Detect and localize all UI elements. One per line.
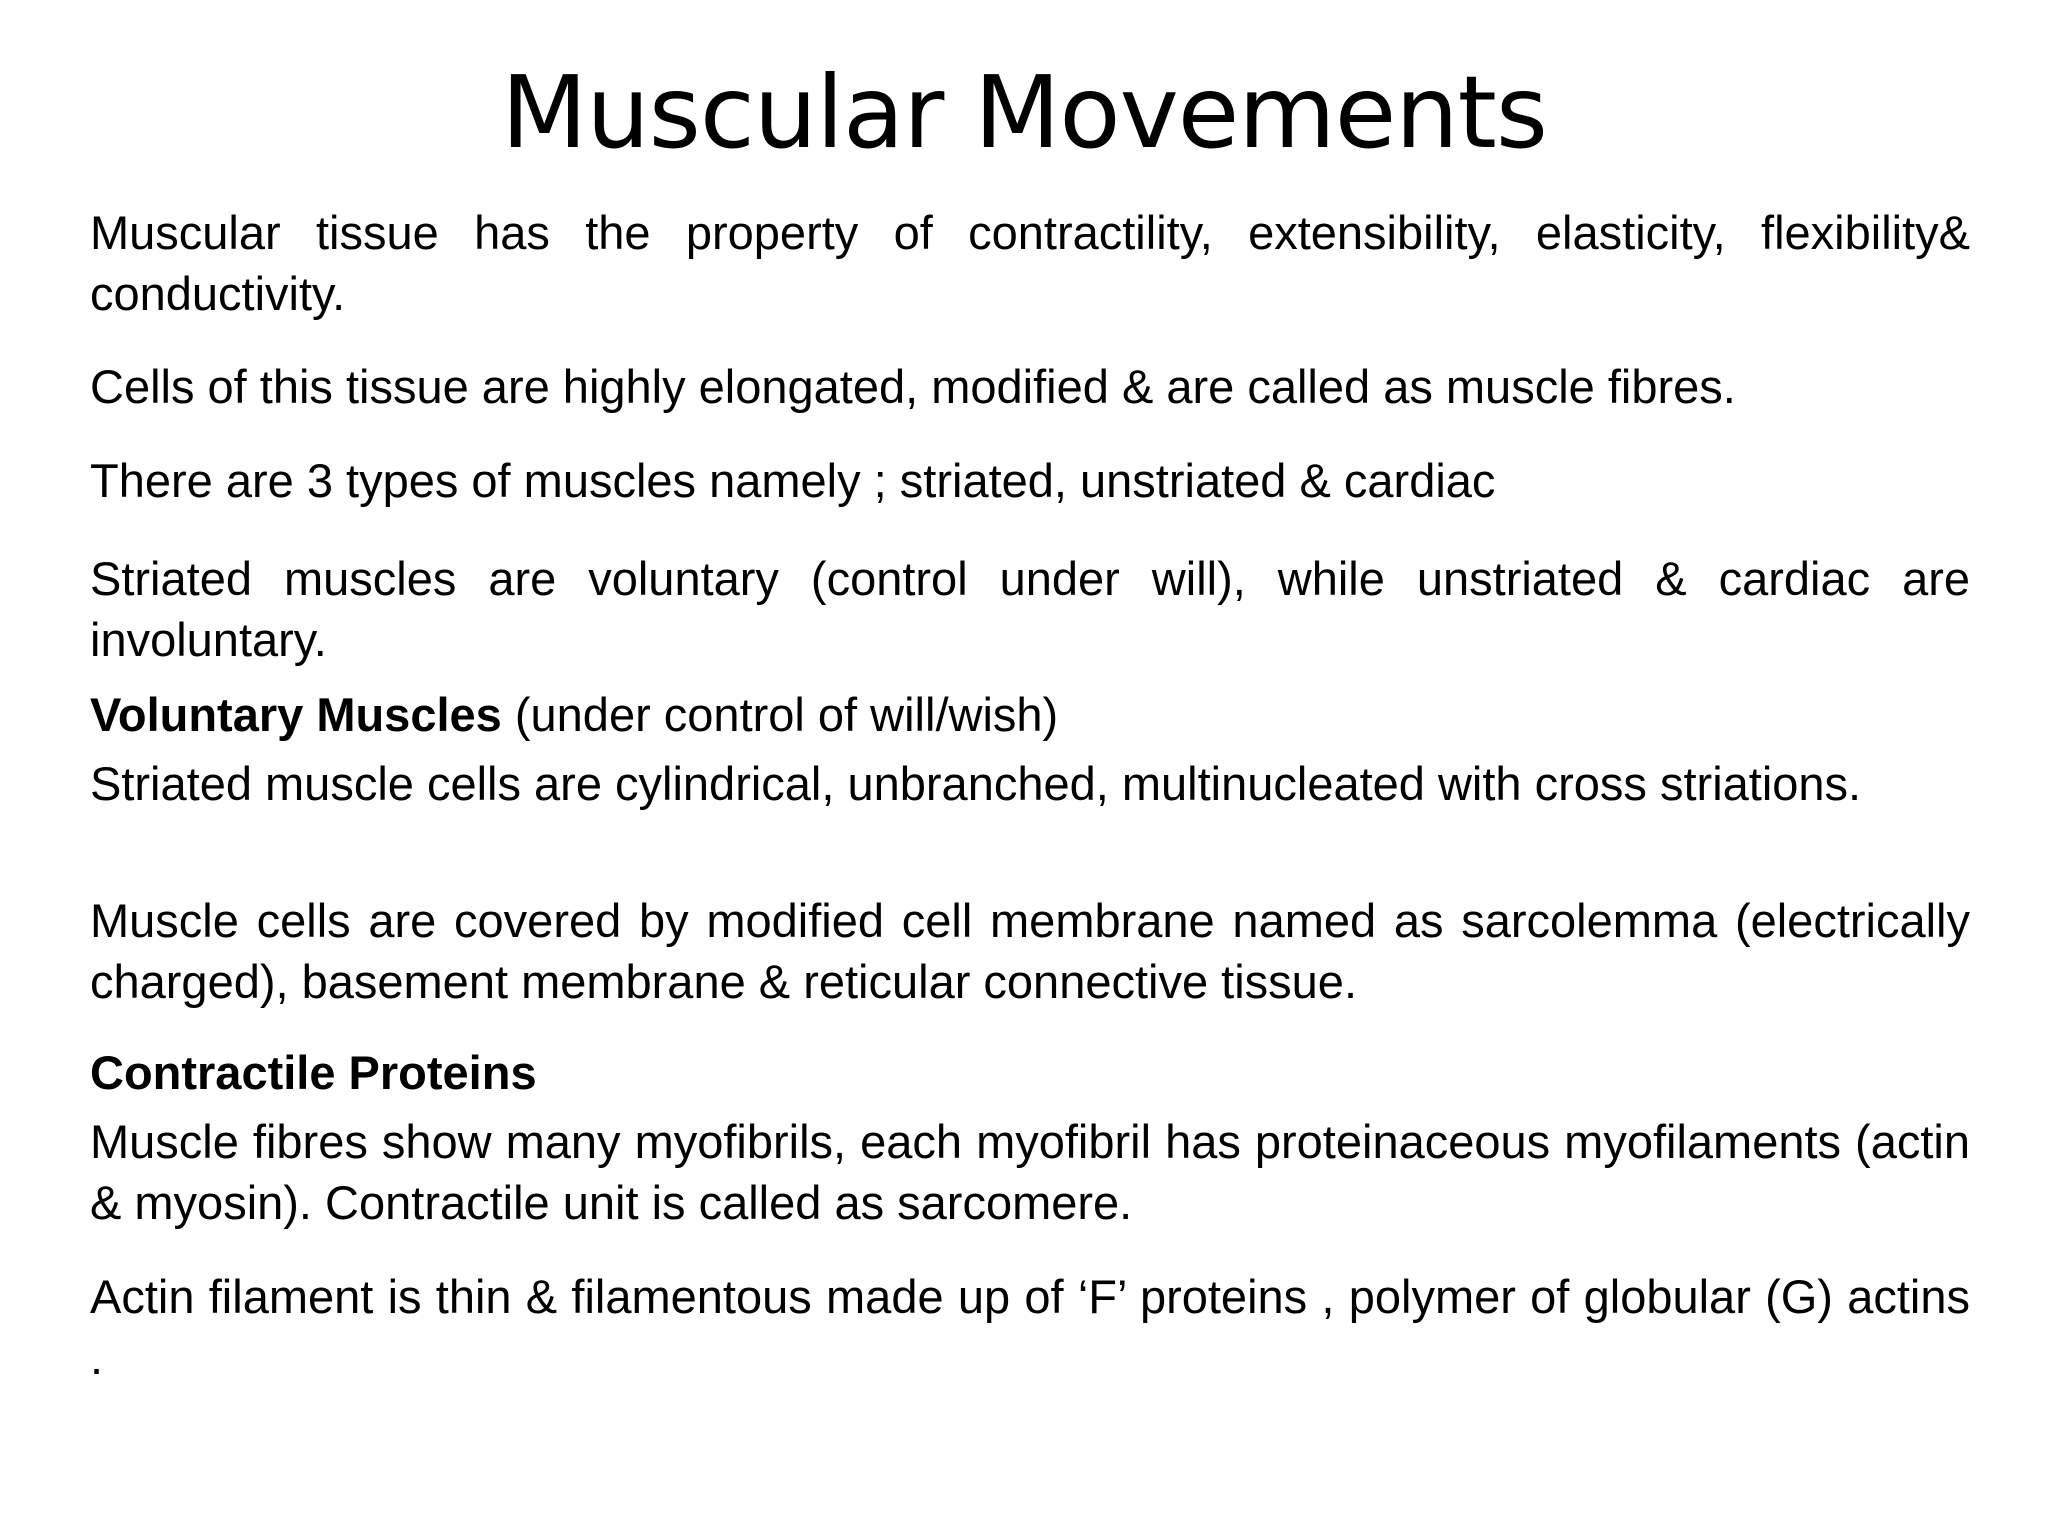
voluntary-muscles-heading [90, 684, 1970, 745]
contractile-proteins-heading: Contractile Proteins [90, 1046, 537, 1099]
paragraph-muscle-properties: Muscular tissue has the property of contractility, extensibility, elasticity, flexibility& conductivity. [90, 206, 1970, 320]
voluntary-muscles-label: Voluntary Muscles [90, 688, 502, 741]
paragraph-striated-cells: Striated muscle cells are cylindrical, unbranched, multinucleated with cross striations. [90, 757, 1862, 810]
voluntary-muscles-note: (under control of will/wish) [501, 688, 1059, 741]
paragraph-voluntary-involuntary: Striated muscles are voluntary (control under will), while unstriated & cardiac are involuntary. [90, 552, 1970, 666]
paragraph-muscle-fibres: Cells of this tissue are highly elongated, modified & are called as muscle fibres. [90, 360, 1736, 413]
paragraph-actin-filament: Actin filament is thin & filamentous made up of ‘F’ proteins , polymer of globular (G) actins . [90, 1270, 1970, 1384]
paragraph-sarcolemma: Muscle cells are covered by modified cell membrane named as sarcolemma (electrically charged), basement membrane & reticular connective tissue. [90, 894, 1970, 1008]
slide-title: Muscular Movements [501, 54, 1547, 171]
paragraph-myofibrils: Muscle fibres show many myofibrils, each myofibril has proteinaceous myofilaments (actin & myosin). Contractile unit is called as sarcomere. [90, 1115, 1970, 1229]
paragraph-muscle-types: There are 3 types of muscles namely ; striated, unstriated & cardiac [90, 454, 1496, 507]
